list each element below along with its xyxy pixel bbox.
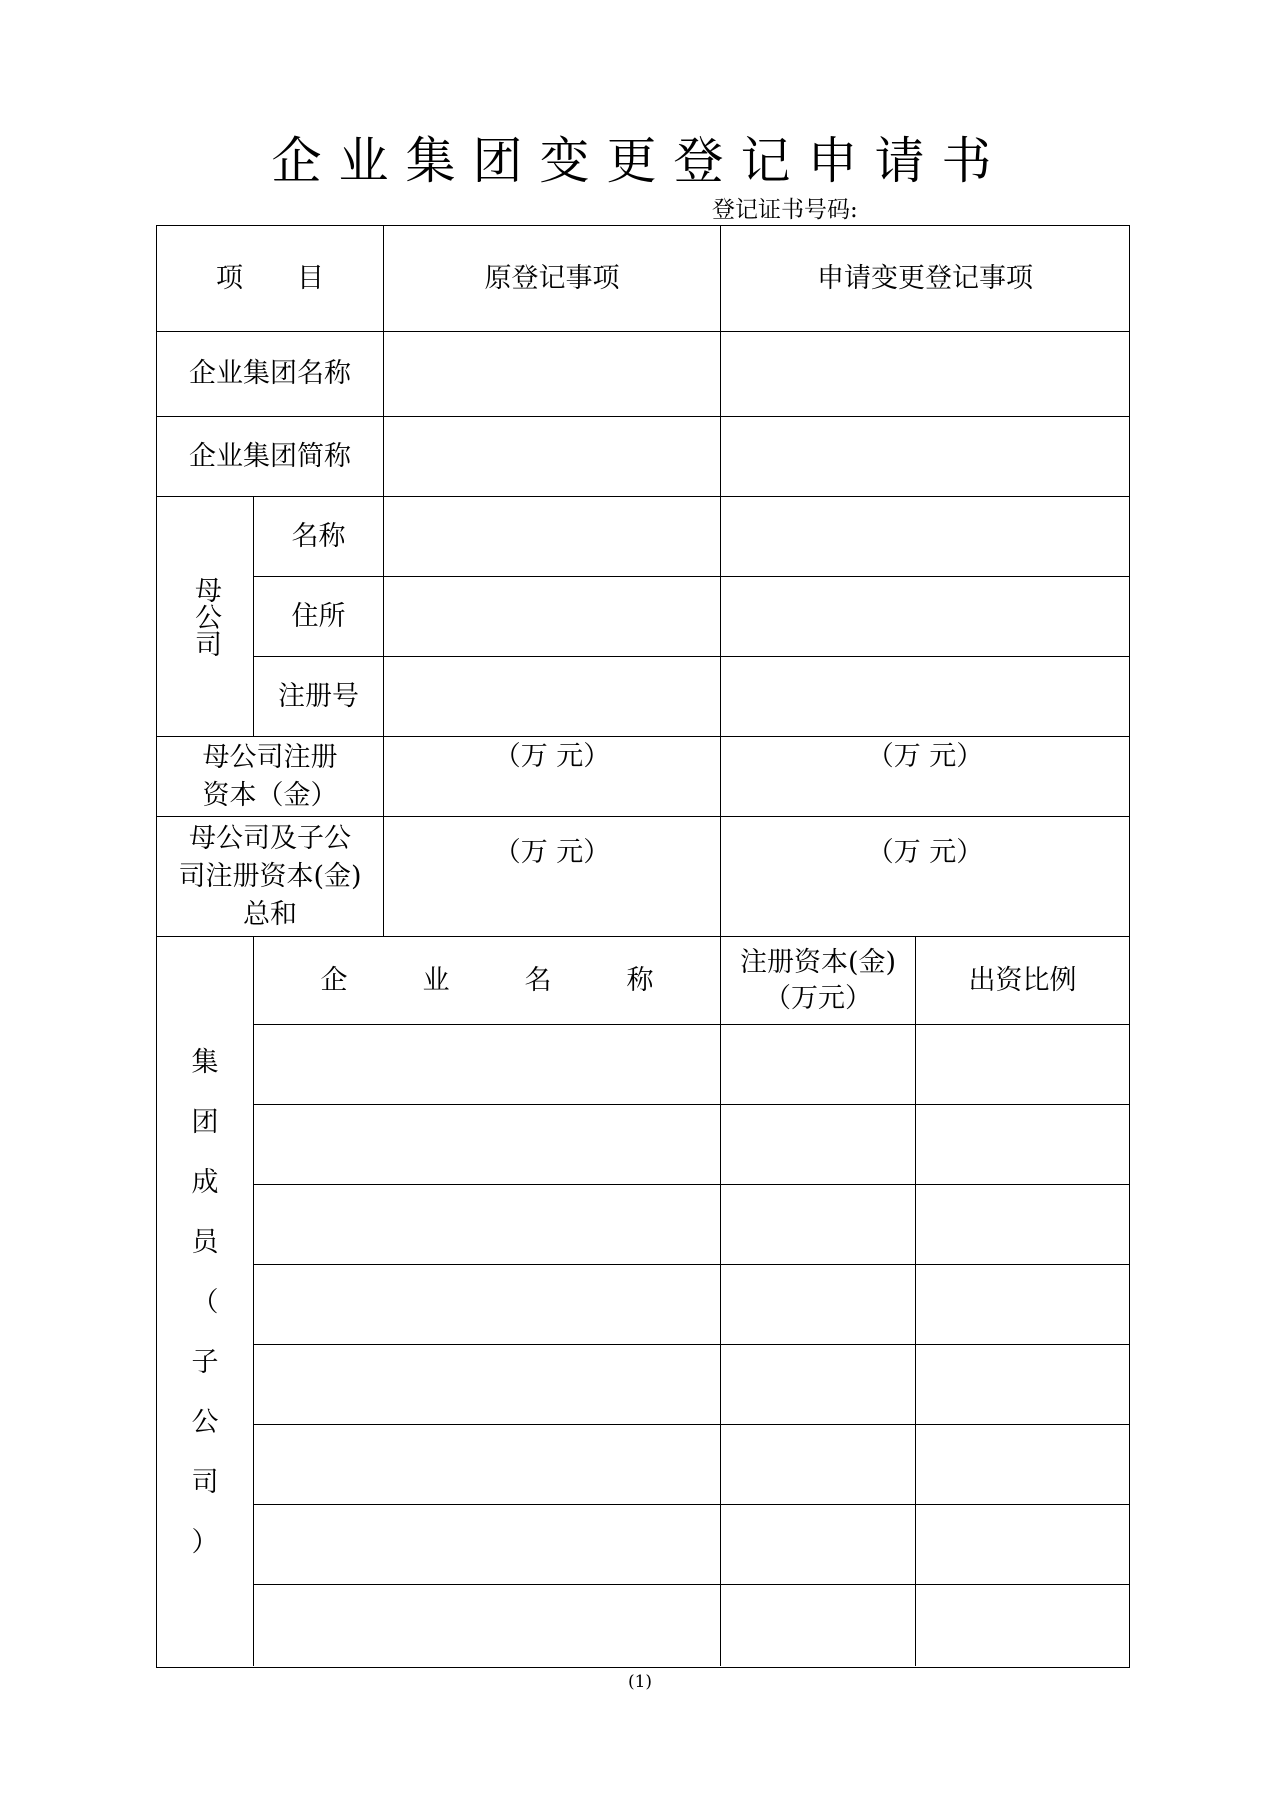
label-group-short-name: 企业集团简称 <box>157 416 383 496</box>
member-capital-cell[interactable] <box>720 1264 915 1344</box>
group-members-char: 公 <box>191 1407 219 1438</box>
parent-capital-change-cell[interactable] <box>720 736 1129 816</box>
group-short-name-change-cell[interactable] <box>720 416 1129 496</box>
parent-capital-line-2: 资本（金） <box>202 779 338 811</box>
parent-capital-original-cell[interactable] <box>383 736 720 816</box>
member-name-cell[interactable] <box>253 1584 720 1666</box>
header-item: 项 目 <box>216 262 324 294</box>
group-name-change-cell[interactable] <box>720 331 1129 416</box>
member-ratio-cell[interactable] <box>915 1024 1129 1104</box>
member-name-cell[interactable] <box>253 1504 720 1584</box>
member-capital-cell[interactable] <box>720 1344 915 1424</box>
label-group-name: 企业集团名称 <box>157 331 383 416</box>
member-capital-cell[interactable] <box>720 1104 915 1184</box>
member-capital-cell[interactable] <box>720 1184 915 1264</box>
header-original: 原登记事项 <box>383 226 720 331</box>
parent-reg-no-original-cell[interactable] <box>383 656 720 736</box>
certificate-number-label: 登记证书号码: <box>712 197 858 223</box>
members-header-name: 企 业 名 称 <box>253 936 720 1024</box>
group-members-char: 员 <box>191 1227 219 1258</box>
member-ratio-cell[interactable] <box>915 1264 1129 1344</box>
group-members-vertical-text <box>192 1045 219 1561</box>
label-total-capital <box>157 816 383 936</box>
parent-name-change-cell[interactable] <box>720 496 1129 576</box>
members-header-ratio: 出资比例 <box>915 936 1129 1024</box>
group-members-char: （ <box>191 1287 219 1318</box>
page-number: (1) <box>627 1672 653 1692</box>
group-short-name-original-cell[interactable] <box>383 416 720 496</box>
parent-capital-line-1: 母公司注册 <box>202 741 338 773</box>
parent-address-original-cell[interactable] <box>383 576 720 656</box>
total-capital-line-3: 总和 <box>243 898 297 930</box>
member-capital-cell[interactable] <box>720 1024 915 1104</box>
member-name-cell[interactable] <box>253 1184 720 1264</box>
members-header-capital-line-1: 注册资本(金) <box>739 946 897 978</box>
total-capital-line-1: 母公司及子公 <box>189 822 351 854</box>
label-parent-name: 名称 <box>253 496 383 576</box>
members-header-capital <box>720 936 915 1024</box>
parent-company-vertical-text: 母公司 <box>190 576 221 657</box>
member-capital-cell[interactable] <box>720 1584 915 1666</box>
group-members-char: 团 <box>191 1107 219 1138</box>
member-ratio-cell[interactable] <box>915 1184 1129 1264</box>
parent-address-change-cell[interactable] <box>720 576 1129 656</box>
document-title: 企业集团变更登记申请书 <box>271 132 1009 190</box>
member-ratio-cell[interactable] <box>915 1584 1129 1666</box>
group-name-original-cell[interactable] <box>383 331 720 416</box>
group-members-char: 成 <box>191 1167 219 1198</box>
total-capital-change-cell[interactable] <box>720 816 1129 936</box>
members-header-capital-line-2: （万元） <box>764 982 872 1014</box>
member-name-cell[interactable] <box>253 1344 720 1424</box>
total-capital-change-unit: （万 元） <box>866 837 984 868</box>
group-members-char: 子 <box>191 1347 219 1378</box>
total-capital-line-2: 司注册资本(金) <box>178 860 362 892</box>
total-capital-original-unit: （万 元） <box>493 837 611 868</box>
label-parent-address: 住所 <box>253 576 383 656</box>
application-form-table <box>156 225 1130 1668</box>
member-name-cell[interactable] <box>253 1264 720 1344</box>
group-members-char: ） <box>191 1527 219 1558</box>
member-ratio-cell[interactable] <box>915 1104 1129 1184</box>
member-ratio-cell[interactable] <box>915 1504 1129 1584</box>
member-capital-cell[interactable] <box>720 1504 915 1584</box>
parent-name-original-cell[interactable] <box>383 496 720 576</box>
label-parent-capital <box>157 736 383 816</box>
group-members-char: 司 <box>191 1467 219 1498</box>
parent-capital-original-unit: （万 元） <box>493 741 611 772</box>
member-name-cell[interactable] <box>253 1104 720 1184</box>
label-parent-reg-no: 注册号 <box>253 656 383 736</box>
member-capital-cell[interactable] <box>720 1424 915 1504</box>
header-change: 申请变更登记事项 <box>720 226 1129 331</box>
member-name-cell[interactable] <box>253 1424 720 1504</box>
group-members-char: 集 <box>191 1047 219 1078</box>
parent-capital-change-unit: （万 元） <box>866 741 984 772</box>
member-ratio-cell[interactable] <box>915 1424 1129 1504</box>
parent-reg-no-change-cell[interactable] <box>720 656 1129 736</box>
member-ratio-cell[interactable] <box>915 1344 1129 1424</box>
label-parent-company <box>157 496 253 736</box>
member-name-cell[interactable] <box>253 1024 720 1104</box>
total-capital-original-cell[interactable] <box>383 816 720 936</box>
label-group-members <box>157 936 253 1669</box>
